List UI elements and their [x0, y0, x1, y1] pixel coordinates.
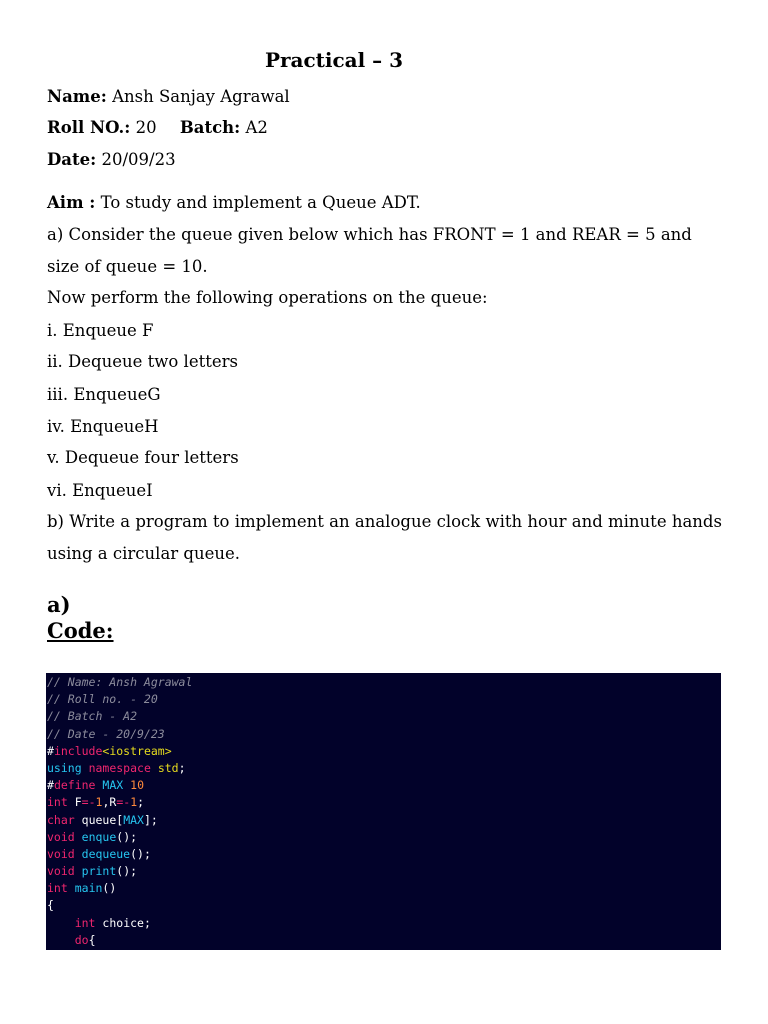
- name-value: Ansh Sanjay Agrawal: [112, 87, 290, 106]
- code-comment-line: // Roll no. - 20: [47, 692, 158, 707]
- code-token: 10: [130, 778, 144, 793]
- aim-text: To study and implement a Queue ADT.: [100, 193, 421, 212]
- code-token: ,: [102, 795, 110, 810]
- code-token: dequeue: [81, 846, 131, 861]
- code-token: 1: [95, 795, 103, 810]
- operation-item: vi. EnqueueI: [47, 481, 153, 500]
- code-include-line: [46, 743, 721, 760]
- roll-batch-line: [47, 117, 268, 139]
- code-token: (): [102, 881, 117, 896]
- code-token: #: [47, 743, 54, 758]
- code-array-line: [46, 812, 721, 829]
- code-token: choice: [102, 915, 144, 930]
- code-token: void: [47, 864, 75, 879]
- name-line: [47, 86, 290, 108]
- aim-label: Aim :: [47, 193, 96, 212]
- operation-item: iv. EnqueueH: [47, 417, 159, 436]
- aim-line: [47, 192, 421, 214]
- operations-intro: Now perform the following operations on the queue:: [47, 288, 488, 307]
- code-proto-line: [46, 846, 721, 863]
- code-token: ;: [143, 915, 151, 930]
- code-token: =-: [116, 795, 131, 810]
- batch-value: A2: [245, 118, 268, 137]
- code-vars-line: [46, 794, 721, 811]
- question-b-line-1: b) Write a program to implement an analogue clock with hour and minute hands: [47, 512, 722, 531]
- code-comment-line: // Batch - A2: [47, 709, 138, 724]
- code-token: char: [47, 812, 75, 827]
- code-token: enque: [81, 829, 117, 844]
- code-token: int: [47, 881, 68, 896]
- code-token: int: [47, 795, 68, 810]
- batch-label: Batch:: [179, 118, 241, 137]
- section-heading-code: Code:: [47, 618, 114, 643]
- code-token: queue: [81, 812, 117, 827]
- code-token: void: [47, 846, 75, 861]
- code-token: int: [74, 915, 96, 930]
- code-token: ();: [130, 846, 151, 861]
- code-using-line: [46, 760, 721, 777]
- roll-value: 20: [135, 118, 157, 137]
- operation-item: v. Dequeue four letters: [47, 448, 239, 467]
- code-token: R: [109, 795, 117, 810]
- code-token: namespace: [88, 760, 151, 775]
- code-token: #: [47, 778, 54, 793]
- code-token: std: [157, 760, 179, 775]
- code-comment-line: // Name: Ansh Agrawal: [47, 675, 193, 689]
- code-token: ;: [150, 812, 158, 827]
- code-token: <iostream>: [102, 743, 172, 758]
- roll-label: Roll NO.:: [47, 118, 131, 137]
- code-define-line: [46, 777, 721, 794]
- date-value: 20/09/23: [101, 150, 176, 169]
- operation-item: ii. Dequeue two letters: [47, 352, 238, 371]
- code-proto-line: [46, 863, 721, 880]
- code-token: ;: [178, 760, 186, 775]
- code-token: void: [47, 829, 75, 844]
- code-token: F: [74, 795, 82, 810]
- page-title: Practical – 3: [264, 48, 404, 72]
- code-token: MAX: [123, 812, 144, 827]
- code-do-line: [46, 932, 721, 949]
- code-brace-line: {: [47, 898, 54, 913]
- operation-item: iii. EnqueueG: [47, 385, 161, 404]
- date-line: [47, 149, 176, 171]
- name-label: Name:: [47, 87, 107, 106]
- question-a-line-1: a) Consider the queue given below which has FRONT = 1 and REAR = 5 and: [47, 225, 692, 244]
- date-label: Date:: [47, 150, 97, 169]
- code-token: =-: [81, 795, 96, 810]
- question-b-line-2: using a circular queue.: [47, 544, 240, 563]
- code-indent: [47, 916, 75, 930]
- code-block: [46, 673, 721, 950]
- code-token: print: [81, 864, 117, 879]
- code-token: {: [88, 932, 96, 947]
- code-comment-line: // Date - 20/9/23: [47, 726, 165, 741]
- code-token: MAX: [102, 778, 124, 793]
- code-token: ();: [116, 829, 138, 844]
- code-token: ;: [137, 795, 145, 810]
- code-token: using: [47, 760, 82, 775]
- section-heading-a: a): [47, 592, 71, 617]
- code-main-line: [46, 880, 721, 897]
- code-token: main: [74, 881, 103, 896]
- code-token: include: [53, 743, 103, 758]
- code-indent: [47, 933, 75, 947]
- code-proto-line: [46, 829, 721, 846]
- code-token: do: [74, 932, 89, 947]
- code-token: 1: [130, 795, 138, 810]
- code-choice-line: [46, 915, 721, 932]
- operation-item: i. Enqueue F: [47, 321, 154, 340]
- code-token: ();: [116, 864, 138, 879]
- code-token: ]: [143, 812, 151, 827]
- code-token: [: [116, 812, 124, 827]
- code-token: define: [53, 778, 96, 793]
- question-a-line-2: size of queue = 10.: [47, 257, 208, 276]
